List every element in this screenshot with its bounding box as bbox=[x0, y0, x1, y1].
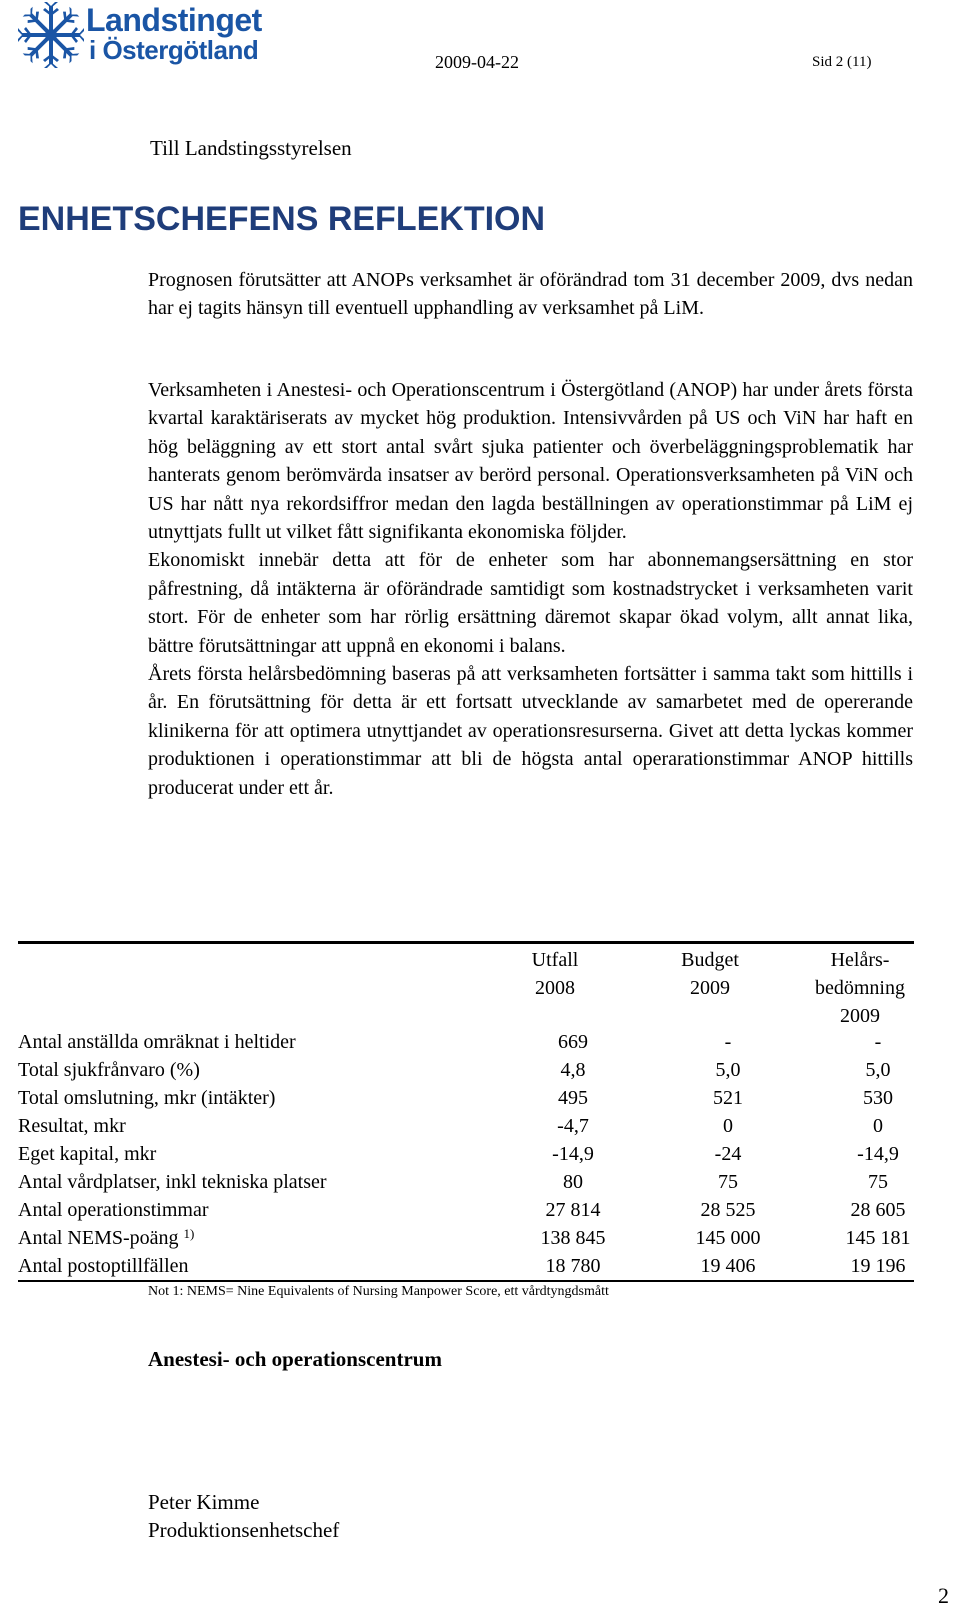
paragraph-prognosis: Prognosen förutsätter att ANOPs verksamhet är oförändrad tom 31 december 2009, dvs nedan har ej tagits hänsyn till eventuell upphandling av verksamhet på LiM. bbox=[148, 269, 913, 320]
page-indicator: Sid 2 (11) bbox=[812, 54, 872, 70]
unit-name: Anestesi- och operationscentrum bbox=[148, 1347, 442, 1371]
table-footnote: Not 1: NEMS= Nine Equivalents of Nursing Manpower Score, ett vårdtyngdsmått bbox=[148, 1284, 609, 1299]
recipient: Till Landstingsstyrelsen bbox=[150, 136, 352, 160]
column-header-helarsbedomning: Helårs- bedömning 2009 bbox=[815, 949, 905, 1027]
table-row: Resultat, mkr -4,7 0 0 bbox=[18, 1115, 883, 1137]
signatory-name: Peter Kimme bbox=[148, 1490, 260, 1514]
page-title: ENHETSCHEFENS REFLEKTION bbox=[18, 200, 546, 238]
table-top-rule bbox=[18, 941, 914, 944]
paragraph-economy: Ekonomiskt innebär detta att för de enheter som har abonnemangsersättning en stor påfrestning, då intäkterna är oförändrade samtidigt som kostnadstrycket i verksamheten varit stort. För de enheter som har rörlig ersättning däremot skapar ökad volym, allt annat lika, bättre förutsättningar att uppnå en ekonomi i balans. bbox=[148, 549, 913, 657]
table-row: Total sjukfrånvaro (%) 4,8 5,0 5,0 bbox=[18, 1059, 891, 1081]
table-row: Antal postoptillfällen 18 780 19 406 19 196 bbox=[18, 1255, 906, 1277]
column-header-utfall: Utfall 2008 bbox=[531, 949, 579, 999]
paragraph-forecast: Årets första helårsbedömning baseras på att verksamheten fortsätter i samma takt som hittills i år. En förutsättning för detta är ett fortsatt utvecklande av samarbetet med de opererande klinikerna för att optimera utnyttjandet av operationsresurserna. Givet att detta lyckas kommer produktionen i operationstimmar att bli de högsta antal operarationstimmar ANOP hittills producerat under ett år. bbox=[148, 663, 913, 799]
table-row: Antal NEMS-poäng $^{1)}$ 138 845 145 000 145 181 bbox=[18, 1226, 911, 1249]
document-date: 2009-04-22 bbox=[435, 52, 519, 72]
logo-text-landstinget: Landstinget bbox=[86, 2, 262, 38]
signatory-role: Produktionsenhetschef bbox=[148, 1518, 340, 1542]
reflection-text bbox=[148, 376, 913, 802]
table-bottom-rule bbox=[18, 1280, 914, 1282]
intro-paragraph bbox=[148, 266, 913, 323]
table-row: Antal anställda omräknat i heltider 669 - - bbox=[18, 1031, 882, 1053]
table-row: Antal operationstimmar 27 814 28 525 28 605 bbox=[18, 1199, 906, 1221]
snowflake-emblem-icon bbox=[18, 2, 84, 68]
key-figures-table bbox=[18, 1028, 928, 1280]
column-header-budget: Budget 2009 bbox=[681, 949, 739, 999]
table-row: Total omslutning, mkr (intäkter) 495 521 530 bbox=[18, 1087, 893, 1109]
footnote-marker: 1) bbox=[183, 1226, 195, 1241]
page-number: 2 bbox=[938, 1583, 949, 1608]
logo-text-ostergotland: i Östergötland bbox=[89, 35, 259, 65]
table-row: Eget kapital, mkr -14,9 -24 -14,9 bbox=[18, 1143, 899, 1165]
paragraph-activity: Verksamheten i Anestesi- och Operationscentrum i Östergötland (ANOP) har under årets första kvartal karaktäriserats av mycket hög produktion. Intensivvården på US och ViN har haft en hög beläggning av ett stort antal svårt sjuka patienter och överbeläggningsproblematik har hanterats genom berömvärda insatser av berörd personal. Operationsverksamheten på ViN och US har nått nya rekordsiffror medan den lagda beställningen av operationstimmar på LiM ej utnyttjats fullt ut vilket fått signifikanta ekonomiska följder. bbox=[148, 379, 913, 544]
table-row: Antal vårdplatser, inkl tekniska platser 80 75 75 bbox=[18, 1171, 888, 1193]
